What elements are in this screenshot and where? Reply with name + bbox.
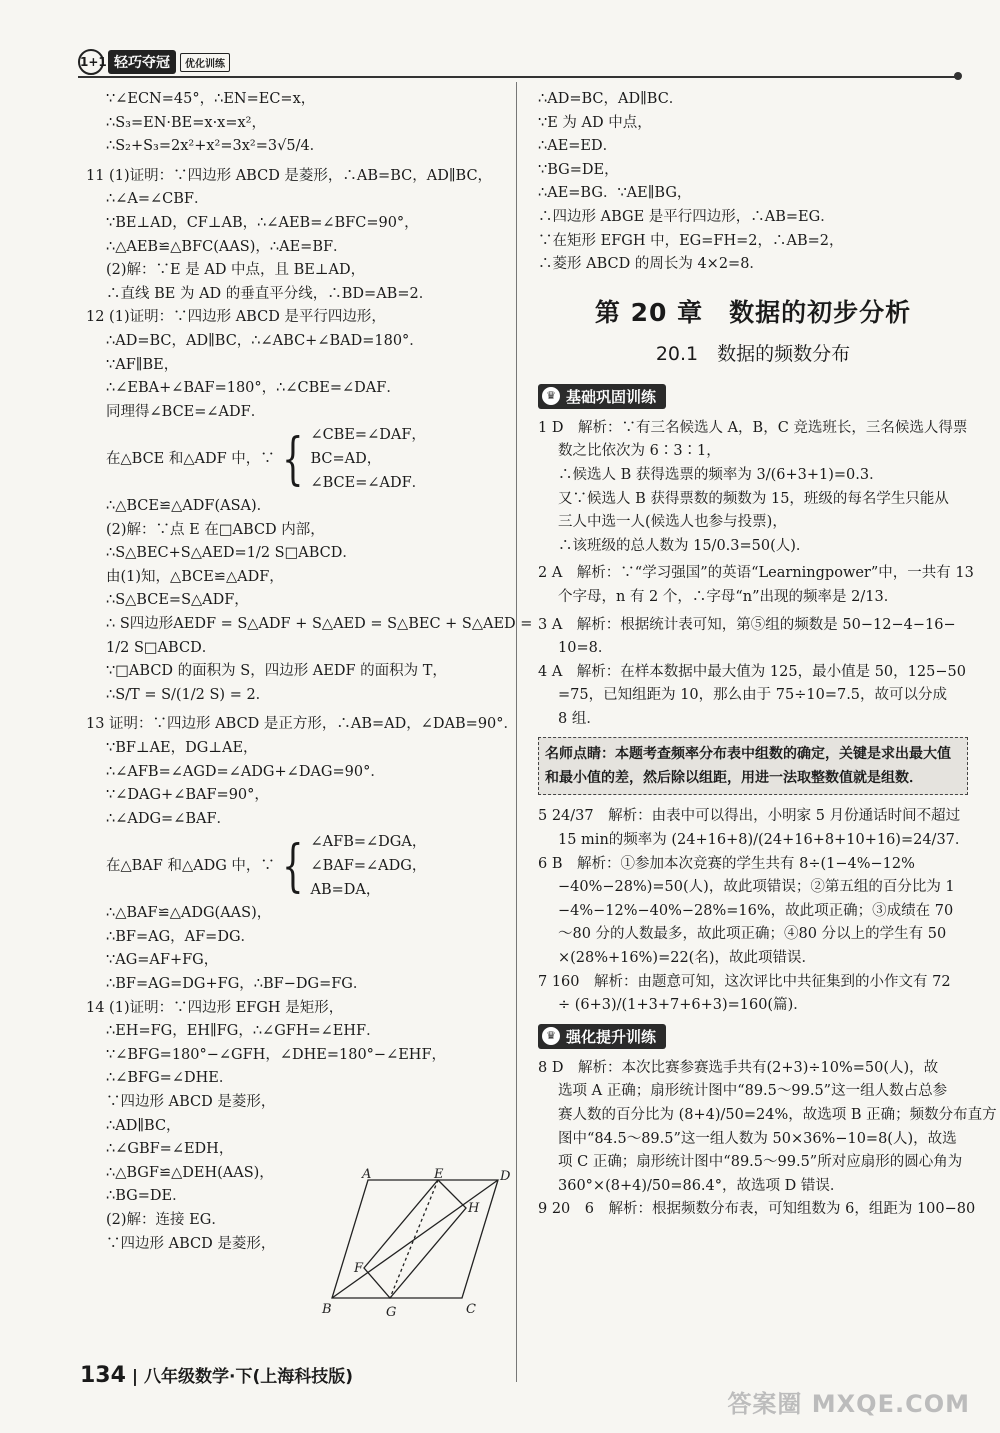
answer-11: 11 (1)证明：∵四边形 ABCD 是菱形，∴AB=BC，AD∥BC， — [86, 167, 493, 184]
crown-icon: ♛ — [542, 387, 560, 405]
text-line: ∴S△BEC+S△AED=1/2 S□ABCD． — [106, 545, 357, 562]
page-footer — [80, 1362, 353, 1388]
text-line: 同理得∠BCE=∠ADF． — [106, 403, 266, 420]
text-line: 2 A 解析：∵“学习强国”的英语“Learningpower”中，一共有 13 — [538, 565, 974, 582]
congruence-block — [86, 424, 506, 495]
text-line: 三人中选一人(候选人也参与投票)， — [558, 514, 787, 531]
text-line: ∵BF⊥AE，DG⊥AE， — [106, 740, 258, 757]
text-line: ∴菱形 ABCD 的周长为 4×2=8． — [538, 256, 764, 273]
crown-icon: ♛ — [542, 1027, 560, 1045]
text-line: ∴△BAF≌△ADG(AAS)， — [106, 905, 272, 922]
label-g: G — [386, 1305, 397, 1320]
congruence-block — [86, 831, 506, 902]
text-line: ∵∠BFG=180°−∠GFH，∠DHE=180°−∠EHF， — [106, 1046, 447, 1063]
section-title: 20.1 数据的频数分布 — [655, 342, 851, 365]
label-h: H — [468, 1201, 480, 1216]
brace-icon: { — [281, 426, 304, 492]
label-e: E — [434, 1168, 444, 1182]
text-line: ∵BE⊥AD，CF⊥AB，∴∠AEB=∠BFC=90°， — [106, 214, 419, 231]
text-line: ∴∠GBF=∠EDH， — [106, 1141, 234, 1158]
text-line: 9 20 6 解析：根据频数分布表，可知组数为 6，组距为 100−80 — [538, 1201, 976, 1218]
text-line: ÷ (6+3)/(1+3+7+6+3)=160(篇)． — [558, 997, 808, 1014]
text-line: ∴AE=ED． — [538, 138, 618, 155]
text-line: ∴∠ADG=∠BAF． — [106, 810, 232, 827]
section-badge-basic — [538, 384, 666, 409]
text-line: ∴ S四边形AEDF = S△ADF + S△AED = S△BEC + S△AED = — [106, 616, 533, 633]
text-line: ∴∠AFB=∠AGD=∠ADG+∠DAG=90°． — [106, 763, 385, 780]
text-line: (2)解：∵点 E 在□ABCD 内部， — [106, 521, 325, 538]
header-rule — [78, 76, 958, 78]
text-line: 15 min的频率为 (24+16+8)/(24+16+8+10+16)=24/37． — [558, 832, 970, 849]
text-line: ∵AG=AF+FG， — [106, 952, 219, 969]
text-line: 由(1)知，△BCE≌△ADF， — [106, 568, 284, 585]
badge-label: 基础巩固训练 — [566, 387, 657, 406]
text-line: ∴AD=BC，AD∥BC，∴∠ABC+∠BAD=180°． — [106, 332, 424, 349]
text-line: ∴AE=BG．∵AE∥BG， — [538, 185, 692, 202]
text-line: 数之比依次为 6∶3∶1， — [558, 443, 721, 460]
text-line: ∴直线 BE 为 AD 的垂直平分线，∴BD=AB=2． — [106, 285, 434, 302]
text-line: ～80 分的人数最多，故此项正确；④80 分以上的学生有 50 — [558, 926, 947, 943]
text-line: ∵E 为 AD 中点， — [538, 114, 652, 131]
text-line: (2)解：连接 EG． — [106, 1211, 226, 1228]
brace-icon: { — [282, 833, 304, 899]
text-line: ×(28%+16%)=22(名)，故此项错误． — [558, 950, 816, 967]
answer-14: 14 (1)证明：∵四边形 EFGH 是矩形， — [86, 999, 344, 1016]
text-line: 选项 A 正确；扇形统计图中“89.5～99.5”这一组人数占总参 — [558, 1083, 948, 1100]
answer-12: 12 (1)证明：∵四边形 ABCD 是平行四边形， — [86, 309, 386, 326]
text-line: ∴△BCE≌△ADF(ASA)． — [106, 498, 272, 515]
text-line: 图中“84.5～89.5”这一组人数为 50×36%−10=8(人)，故选 — [558, 1130, 957, 1147]
label-a: A — [362, 1168, 372, 1182]
text-line: 8 组． — [558, 710, 601, 727]
teacher-tip: 名师点睛：本题考查频率分布表中组数的确定，关键是求出最大值和最小值的差，然后除以组距，用进一法取整数值就是组数． — [538, 737, 968, 795]
label-b: B — [322, 1302, 332, 1317]
text-line: ∴S/T = S/(1/2 S) = 2． — [106, 686, 271, 703]
text-line: 在△BCE 和△ADF 中，∵ — [106, 450, 275, 467]
diagonal-bd — [332, 1180, 498, 1298]
text-line: ∵∠DAG+∠BAF=90°， — [106, 787, 269, 804]
text-line: ∴S₃=EN·BE=x·x=x²， — [106, 114, 266, 131]
text-line: 1 D 解析：∵有三名候选人 A，B，C 竞选班长，三名候选人得票 — [538, 419, 968, 436]
text-line: ∴∠BFG=∠DHE． — [106, 1070, 234, 1087]
page-header — [78, 50, 958, 78]
text-line: 个字母，n 有 2 个，∴字母“n”出现的频率是 2/13． — [558, 588, 899, 605]
column-divider — [516, 82, 517, 1382]
text-line: ∵∠ECN=45°，∴EN=EC=x， — [106, 91, 316, 107]
footer-separator: | — [131, 1367, 139, 1387]
text-line: AB=DA， — [310, 881, 381, 898]
label-c: C — [466, 1302, 476, 1317]
text-line: −4%−12%−40%−28%=16%，故此项正确；③成绩在 70 — [558, 902, 954, 919]
text-line: 10=8． — [558, 640, 613, 657]
book-title: 八年级数学·下(上海科技版) — [144, 1367, 353, 1387]
right-column — [538, 88, 997, 1222]
left-column — [86, 88, 533, 1256]
text-line: 又∵候选人 B 获得票数的频数为 15，班级的每名学生只能从 — [558, 490, 949, 507]
text-line: 4 A 解析：在样本数据中最大值为 125，最小值是 50，125−50 — [538, 663, 966, 680]
text-line: ∵AF∥BE， — [106, 356, 179, 373]
text-line: ∴四边形 ABGE 是平行四边形，∴AB=EG． — [538, 208, 835, 225]
text-line: ∠BAF=∠ADG， — [310, 858, 427, 874]
text-line: ∴候选人 B 获得选票的频率为 3/(6+3+1)=0.3． — [558, 466, 884, 483]
text-line: 8 D 解析：本次比赛参赛选手共有(2+3)÷10%=50(人)，故 — [538, 1059, 939, 1076]
text-line: ∴BF=AG=DG+FG，∴BF−DG=FG． — [106, 975, 368, 992]
text-line: 项 C 正确；扇形统计图中“89.5～99.5”所对应扇形的圆心角为 — [558, 1154, 963, 1171]
label-f: F — [354, 1261, 364, 1276]
text-line: ∵□ABCD 的面积为 S，四边形 AEDF 的面积为 T， — [106, 663, 447, 680]
text-line: 7 160 解析：由题意可知，这次评比中共征集到的小作文有 72 — [538, 973, 951, 990]
logo-name: 轻巧夺冠 — [108, 50, 176, 74]
text-line: ∴AD∥BC， — [106, 1117, 181, 1134]
text-line: ∵四边形 ABCD 是菱形， — [106, 1093, 276, 1110]
text-line: 在△BAF 和△ADG 中，∵ — [106, 858, 275, 874]
text-line: ∴EH=FG，EH∥FG，∴∠GFH=∠EHF． — [106, 1023, 381, 1040]
text-line: −40%−28%)=50(人)，故此项错误；②第五组的百分比为 1 — [558, 879, 955, 896]
text-line: ∵BG=DE， — [538, 161, 619, 178]
badge-label: 强化提升训练 — [566, 1027, 657, 1046]
text-line: ∵四边形 ABCD 是菱形， — [106, 1235, 276, 1252]
text-line: =75，已知组距为 10，那么由于 75÷10=7.5，故可以分成 — [558, 687, 948, 704]
text-line: ∠CBE=∠DAF， — [310, 427, 426, 444]
text-line: ∴BG=DE． — [106, 1188, 187, 1205]
text-line: 3 A 解析：根据统计表可知，第⑤组的频数是 50−12−4−16− — [538, 616, 956, 633]
text-line: BC=AD， — [310, 450, 382, 467]
label-d: D — [500, 1169, 510, 1184]
page-number: 134 — [80, 1363, 126, 1388]
answer-13: 13 证明：∵四边形 ABCD 是正方形，∴AB=AD，∠DAB=90°． — [86, 716, 519, 733]
text-line: 360°×(8+4)/50=86.4°，故选项 D 错误． — [558, 1177, 845, 1194]
header-dot — [954, 72, 962, 80]
text-line: ∵在矩形 EFGH 中，EG=FH=2，∴AB=2， — [538, 232, 844, 249]
logo-mark: 1+1 — [78, 49, 104, 75]
text-line: ∴∠EBA+∠BAF=180°，∴∠CBE=∠DAF． — [106, 380, 401, 397]
chapter-title: 第 20 章 数据的初步分析 — [594, 297, 912, 327]
text-line: (2)解：∵E 是 AD 中点，且 BE⊥AD， — [106, 262, 366, 279]
text-line: ∴△BGF≌△DEH(AAS)， — [106, 1164, 274, 1181]
section-badge-advanced — [538, 1024, 666, 1049]
text-line: 1/2 S□ABCD． — [106, 639, 217, 656]
watermark: 答案圈 MXQE.COM — [727, 1390, 970, 1418]
text-line: ∴AD=BC，AD∥BC． — [538, 91, 684, 107]
text-line: ∴∠A=∠CBF． — [106, 191, 209, 208]
text-line: 赛人数的百分比为 (8+4)/50=24%，故选项 B 正确；频数分布直方 — [558, 1107, 997, 1123]
text-line: ∴BF=AG，AF=DG． — [106, 928, 256, 945]
text-line: ∴S₂+S₃=2x²+x²=3x²=3√5/4． — [106, 138, 325, 155]
text-line: 6 B 解析：①参加本次竞赛的学生共有 8÷(1−4%−12% — [538, 855, 915, 872]
text-line: ∴△AEB≌△BFC(AAS)，∴AE=BF． — [106, 238, 348, 255]
text-line: ∴该班级的总人数为 15/0.3=50(人)． — [558, 537, 811, 554]
text-line: ∴S△BCE=S△ADF， — [106, 592, 249, 609]
rhombus-figure — [320, 1168, 510, 1328]
text-line: ∠BCE=∠ADF． — [310, 474, 427, 491]
logo-subtitle: 优化训练 — [180, 53, 230, 72]
text-line: 5 24/37 解析：由表中可以得出，小明家 5 月份通话时间不超过 — [538, 808, 961, 825]
brand-logo — [78, 50, 230, 74]
text-line: ∠AFB=∠DGA， — [310, 834, 427, 851]
